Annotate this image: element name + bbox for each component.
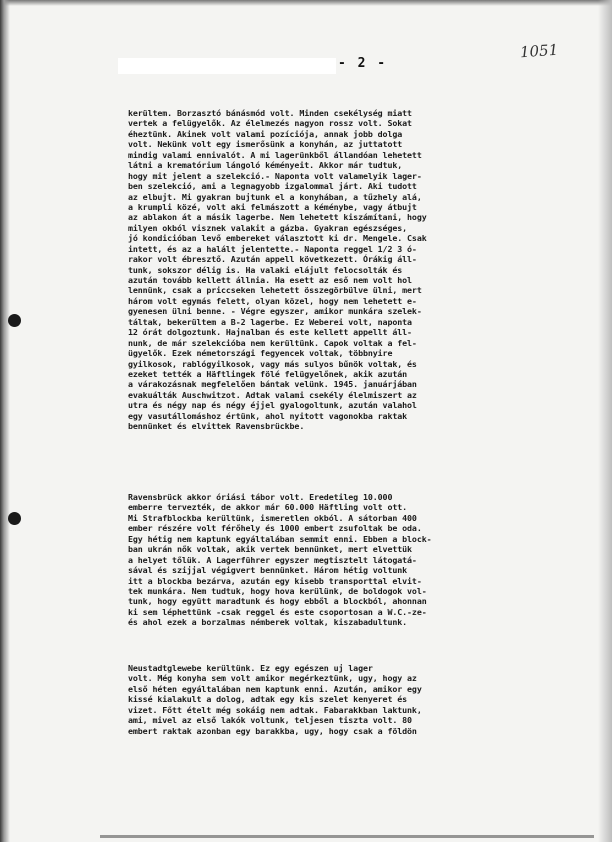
- text-line: tek munkára. Nem tudtuk, hogy hova kerülünk, de boldogok vol-: [128, 585, 427, 596]
- text-line: tunk, hogy együtt maradtunk és hogy ebből a blockból, ahonnan: [128, 596, 427, 607]
- scan-edge-right: [598, 0, 612, 842]
- text-line: látni a krematórium lángoló kéményeit. Akkor már tudtuk,: [128, 160, 403, 171]
- paragraph-1: [128, 108, 568, 432]
- text-line: gyilkosok, rablógyilkosok, vagy más sulyos bűnök voltak, és: [128, 358, 417, 369]
- text-line: 12 órát dolgoztunk. Hajnalban és este kellett appellt áll-: [128, 327, 412, 338]
- punch-hole-icon: [8, 512, 21, 525]
- text-line: lennünk, csak a priccseken lehetett összegörbülve ülni, mert: [128, 285, 422, 296]
- text-line: az elbujt. Mi gyakran bujtunk el a konyhában, a tűzhely alá,: [128, 191, 422, 202]
- text-line: a krumpli közé, volt aki felmászott a kéménybe, vagy átbujt: [128, 201, 417, 212]
- text-line: milyen okból visznek valakit a gázba. Gyakran egészséges,: [128, 222, 408, 233]
- scan-edge-left: [0, 0, 10, 842]
- text-line: bennünket és elvittek Ravensbrückbe.: [128, 421, 305, 432]
- text-line: vizet. Főtt ételt még sokáig nem adtak. Fabarakkban laktunk,: [128, 704, 422, 715]
- text-line: jó kondicióban levő embereket választott ki dr. Mengele. Csak: [128, 233, 427, 244]
- text-line: rakor volt ébresztő. Azután appell következett. Órákig áll-: [128, 254, 417, 265]
- text-line: ezeket tették a Häftlingek fölé felügyelőnek, akik azután: [128, 368, 408, 379]
- text-line: kerültem. Borzasztó bánásmód volt. Minden csekélység miatt: [128, 108, 412, 118]
- text-line: embert raktak azonban egy barakkba, ugy, hogy csak a földön: [128, 725, 417, 736]
- text-line: ügyelők. Ezek németországi fegyencek voltak, többnyire: [128, 348, 393, 359]
- scan-edge-bottom: [100, 835, 594, 838]
- text-line: kissé kialakult a dolog, adtak egy kis szelet kenyeret és: [128, 694, 408, 705]
- handwritten-archive-number: 1051: [519, 40, 559, 62]
- text-line: ki sem léphettünk -csak reggel és este csoportosan a W.C.-ze-: [128, 606, 427, 617]
- text-line: a helyet tőlük. A Lagerführer egyszer megtisztelt látogatá-: [128, 554, 417, 565]
- text-line: mindig valami ennivalót. A mi lagerünkből állandóan lehetett: [128, 149, 422, 160]
- page-number: - 2 -: [338, 56, 388, 71]
- text-line: az ablakon át a másik lagerbe. Nem lehetett kiszámítani, hogy: [128, 212, 427, 223]
- text-line: ben szelekció, ami a legnagyobb izgalommal járt. Aki tudott: [128, 181, 417, 192]
- text-line: hogy mit jelent a szelekció.- Naponta volt valamelyik lager-: [128, 170, 422, 181]
- text-line: ami, mivel az első lakók voltunk, teljesen tiszta volt. 80: [128, 715, 412, 726]
- text-line: intett, és az a halált jelentette.- Naponta reggel 1/2 3 ó-: [128, 243, 417, 254]
- text-line: gyenesen ülni benne. - Végre egyszer, amikor munkára szelek-: [128, 306, 422, 317]
- text-line: nunk, de már szelekcióba nem kerültünk. Capok voltak a fel-: [128, 337, 417, 348]
- text-line: sával és szijjal végigvert bennünket. Három hétig voltunk: [128, 565, 408, 576]
- redaction-box: [118, 58, 336, 74]
- text-line: volt. Nekünk volt egy ismerősünk a konyhán, az juttatott: [128, 139, 403, 150]
- text-line: evakuálták Auschwitzot. Adtak valami csekély élelmiszert az: [128, 389, 417, 400]
- scan-edge-top: [0, 0, 612, 6]
- paragraph-2: [128, 492, 568, 628]
- text-line: és ahol ezek a borzalmas némberek voltak, kiszabadultunk.: [128, 617, 408, 628]
- text-line: ember részére volt férőhely és 1000 embert zsufoltak be oda.: [128, 523, 422, 534]
- text-line: azután tovább kellett állnia. Ha esett az eső nem volt hol: [128, 275, 412, 285]
- paragraph-3: [128, 663, 568, 736]
- text-line: utra és négy nap és négy éjjel gyalogoltunk, azután valahol: [128, 400, 417, 411]
- text-line: egy vasutállomáshoz értünk, ahol nyitott vagonokba raktak: [128, 410, 408, 421]
- text-line: táltak, bekerültem a B-2 lagerbe. Ez Weberei volt, naponta: [128, 316, 412, 327]
- text-line: Egy hétig nem kaptunk egyáltalában semmit enni. Ebben a block-: [128, 533, 432, 544]
- text-line: három volt egymás felett, olyan közel, hogy nem lehetett e-: [128, 295, 417, 306]
- text-line: Neustadtglewebe kerültünk. Ez egy egészen uj lager: [128, 663, 373, 673]
- punch-hole-icon: [8, 314, 21, 327]
- text-line: itt a blockba bezárva, azután egy kisebb transporttal elvit-: [128, 575, 422, 586]
- text-line: volt. Még konyha sem volt amikor megérkeztünk, ugy, hogy az: [128, 673, 417, 684]
- text-line: tunk, sokszor délig is. Ha valaki elájult felocsolták és: [128, 264, 403, 275]
- text-line: ban ukrán nők voltak, akik vertek bennünket, mert elvettük: [128, 544, 412, 555]
- text-line: Mi Strafblockba kerültünk, ismeretlen okból. A sátorban 400: [128, 512, 417, 523]
- text-line: emberre tervezték, de akkor már 60.000 Häftling volt ott.: [128, 502, 408, 513]
- text-line: vertek a felügyelők. Az élelmezés nagyon rossz volt. Sokat: [128, 118, 412, 129]
- text-line: a várakozásnak megfelelően bántak velünk. 1945. januárjában: [128, 379, 417, 390]
- text-line: éheztünk. Akinek volt valami pozíciója, annak jobb dolga: [128, 128, 403, 139]
- text-line: Ravensbrück akkor óriási tábor volt. Eredetileg 10.000: [128, 492, 393, 502]
- text-line: első héten egyáltalában nem kaptunk enni. Azután, amikor egy: [128, 683, 422, 694]
